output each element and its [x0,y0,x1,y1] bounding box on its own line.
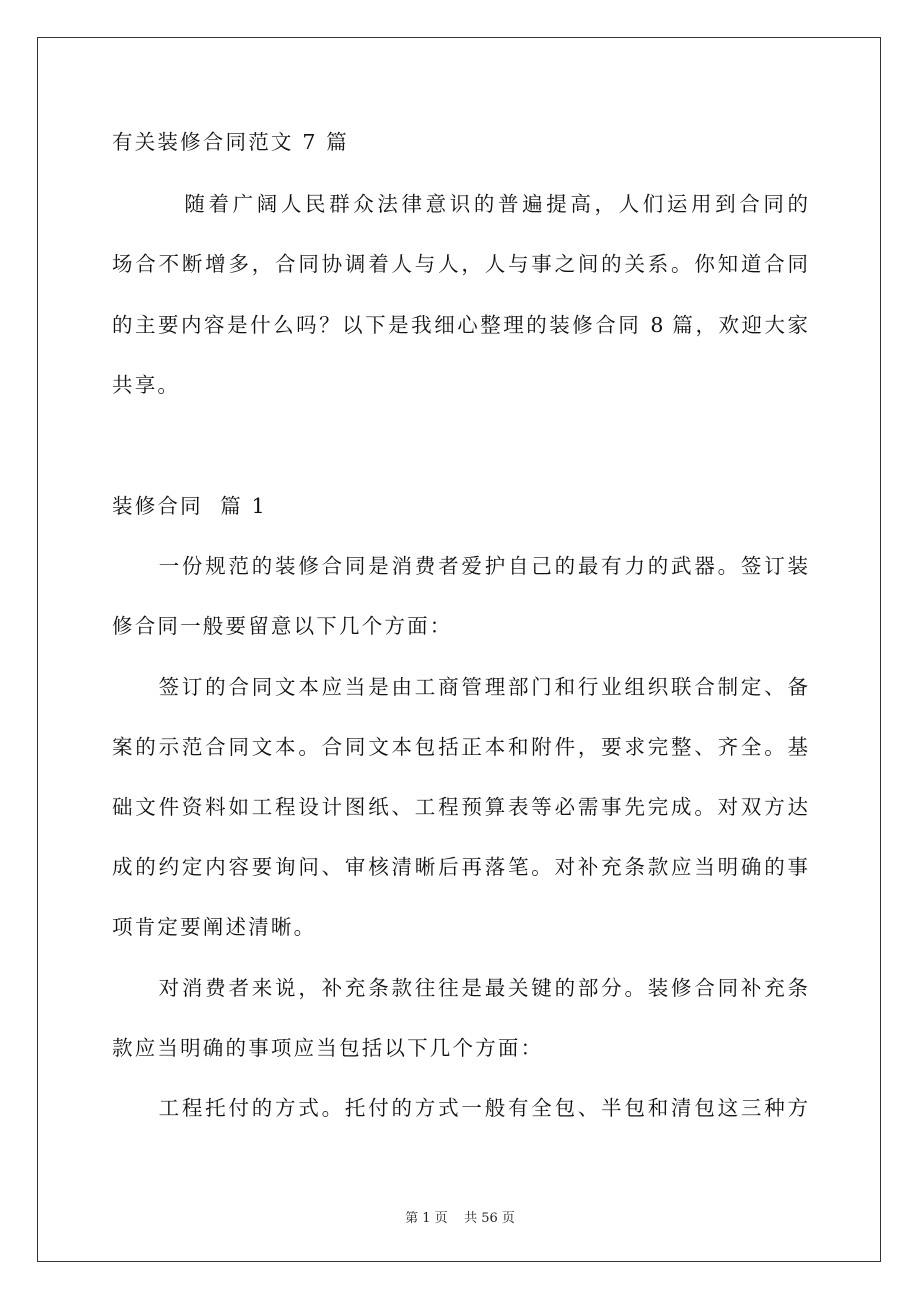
paragraph2-line-2: 案的示范合同文本。合同文本包括正本和附件，要求完整、齐全。基 [112,735,808,759]
paragraph4-line-1: 工程托付的方式。托付的方式一般有全包、半包和清包这三种方 [112,1096,808,1120]
paragraph2-line-5: 项肯定要阐述清晰。 [112,915,317,939]
paragraph3-line-1: 对消费者来说，补充条款往往是最关键的部分。装修合同补充条 [112,976,808,1000]
document-title: 有关装修合同范文 7 篇 [112,130,349,154]
section-heading: 装修合同 篇 1 [112,494,267,518]
intro-line-4: 共享。 [112,373,181,397]
paragraph1-line-1: 一份规范的装修合同是消费者爱护自己的最有力的武器。签订装 [112,554,808,578]
paragraph2-line-4: 成的约定内容要询问、审核清晰后再落笔。对补充条款应当明确的事 [112,855,808,879]
paragraph1-line-2: 修合同一般要留意以下几个方面： [112,614,453,638]
page-border [37,37,881,1262]
paragraph3-line-2: 款应当明确的事项应当包括以下几个方面： [112,1036,544,1060]
intro-line-3: 的主要内容是什么吗？以下是我细心整理的装修合同 8 篇，欢迎大家 [112,313,808,337]
intro-line-1: 随着广阔人民群众法律意识的普遍提高，人们运用到合同的 [112,192,808,216]
intro-line-2: 场合不断增多，合同协调着人与人，人与事之间的关系。你知道合同 [112,252,808,276]
paragraph2-line-3: 础文件资料如工程设计图纸、工程预算表等必需事先完成。对双方达 [112,795,808,819]
page-indicator: 第 1 页 共 56 页 [405,1211,515,1226]
paragraph2-line-1: 签订的合同文本应当是由工商管理部门和行业组织联合制定、备 [112,675,808,699]
